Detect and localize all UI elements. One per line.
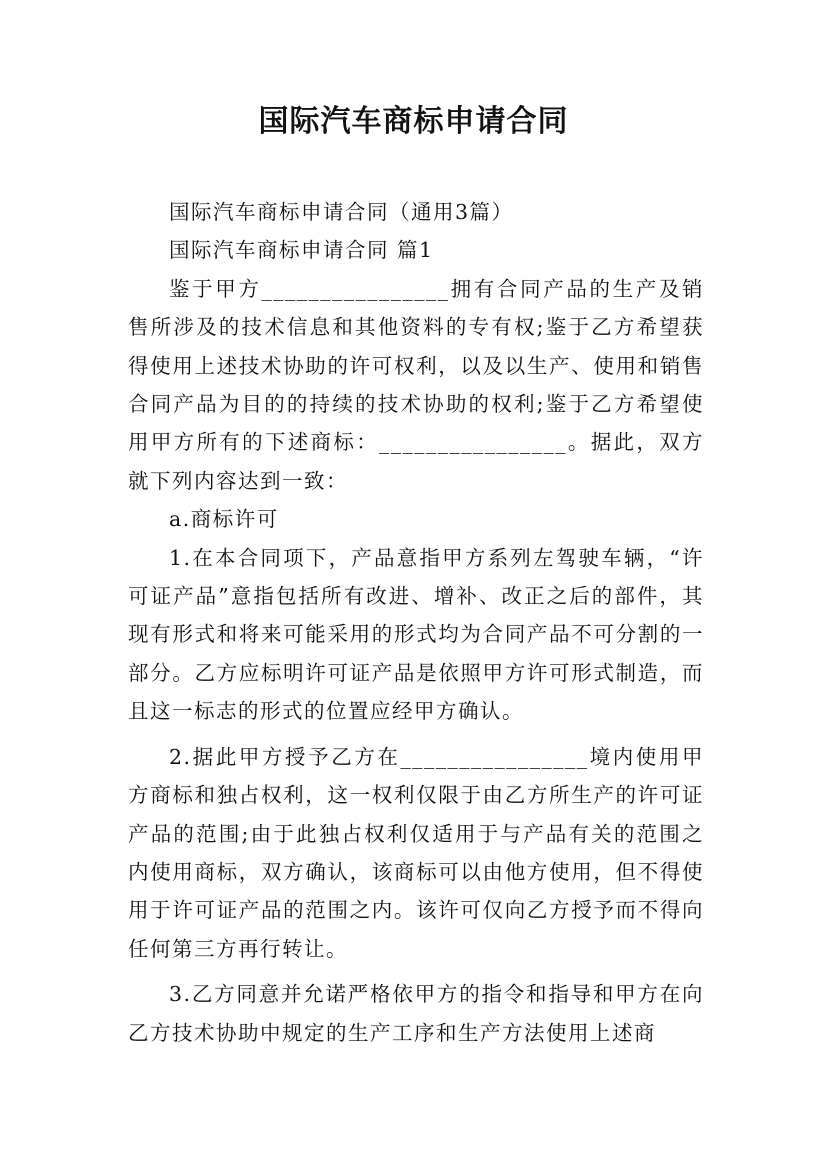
document-title: 国际汽车商标申请合同 [258,104,569,139]
contract-heading: 国际汽车商标申请合同（通用3篇） [169,200,514,224]
clause-heading: a.商标许可 [169,507,279,532]
clause-2-paragraph: 2.据此甲方授予乙方在________________境内使用甲方商标和独占权利，这一权利仅限于由乙方所生产的许可证产品的范围;由于此独占权利仅适用于与产品有关的范围之内使用商标，双方确认，该商标可以由他方使用，但不得使用于许可证产品的范围之内。该许可仅向乙方授予而不得向任何第三方再行转让。 [128,744,704,961]
clause-1-paragraph: 1.在本合同项下，产品意指甲方系列左驾驶车辆，“许可证产品”意指包括所有改进、增补、改正之后的部件，其现有形式和将来可能采用的形式均为合同产品不可分割的一部分。乙方应标明许可证产品是依照甲方许可形式制造，而且这一标志的形式的位置应经甲方确认。 [128,545,704,724]
preamble-paragraph: 鉴于甲方________________拥有合同产品的生产及销售所涉及的技术信息和其他资料的专有权;鉴于乙方希望获得使用上述技术协助的许可权利，以及以生产、使用和销售合同产品为目的的持续的技术协助的权利;鉴于乙方希望使用甲方所有的下述商标：________________。据此，双方就下列内容达到一致： [128,276,704,493]
section-heading: 国际汽车商标申请合同 篇1 [169,238,434,263]
clause-3-paragraph: 3.乙方同意并允诺严格依甲方的指令和指导和甲方在向乙方技术协助中规定的生产工序和生产方法使用上述商 [128,982,704,1045]
document-body [128,193,704,1052]
